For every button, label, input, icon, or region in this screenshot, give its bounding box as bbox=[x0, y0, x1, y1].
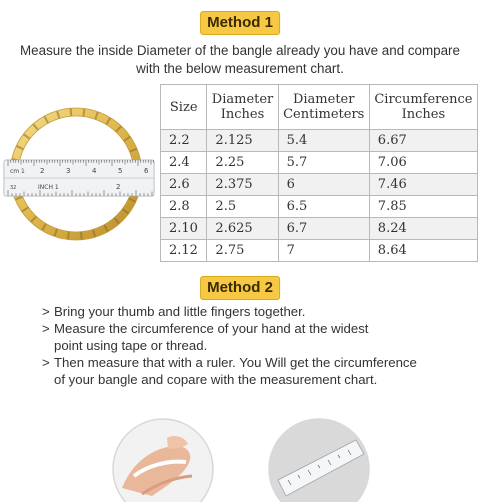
ruler-cm-3: 3 bbox=[66, 167, 71, 175]
cell-circumference: 8.64 bbox=[369, 240, 477, 262]
ruler-icon bbox=[4, 160, 154, 196]
cell-circumference: 8.24 bbox=[369, 218, 477, 240]
cell-diameter-inches: 2.25 bbox=[207, 152, 278, 174]
arrow-icon: > bbox=[42, 304, 50, 319]
step-2-text: Measure the circumference of your hand at the widest point using tape or thread. bbox=[54, 321, 369, 353]
ruler-inch-label: INCH 1 bbox=[38, 184, 59, 191]
method-1-badge: Method 1 bbox=[200, 11, 280, 35]
ruler-cm-6: 6 bbox=[144, 167, 149, 175]
ruler-cm-label: cm 1 bbox=[10, 168, 25, 175]
header-diameter-centimeters: Diameter Centimeters bbox=[278, 85, 369, 130]
table-row bbox=[161, 240, 478, 262]
list-item bbox=[42, 303, 474, 320]
header-size: Size bbox=[161, 85, 207, 130]
ruler-small-mark: 32 bbox=[10, 185, 17, 191]
table-row bbox=[161, 196, 478, 218]
cell-size: 2.8 bbox=[161, 196, 207, 218]
ruler-cm-2: 2 bbox=[40, 167, 45, 175]
cell-diameter-inches: 2.5 bbox=[207, 196, 278, 218]
table-row bbox=[161, 130, 478, 152]
cell-circumference: 7.06 bbox=[369, 152, 477, 174]
list-item bbox=[42, 354, 474, 388]
measurement-chart bbox=[160, 84, 478, 262]
cell-diameter-cm: 6 bbox=[278, 174, 369, 196]
table-row bbox=[161, 174, 478, 196]
cell-circumference: 6.67 bbox=[369, 130, 477, 152]
cell-diameter-inches: 2.375 bbox=[207, 174, 278, 196]
arrow-icon: > bbox=[42, 321, 50, 336]
list-item bbox=[42, 320, 474, 354]
cell-diameter-cm: 7 bbox=[278, 240, 369, 262]
method-2-badge: Method 2 bbox=[200, 276, 280, 300]
step-1-text: Bring your thumb and little fingers together. bbox=[54, 304, 306, 319]
chart-header-row bbox=[161, 85, 478, 130]
method-2-steps bbox=[42, 303, 474, 388]
arrow-icon: > bbox=[42, 355, 50, 370]
ruler-cm-5: 5 bbox=[118, 167, 123, 175]
header-circumference-inches: Circumference Inches bbox=[369, 85, 477, 130]
intro-line-1: Measure the inside Diameter of the bangle already you have and compare bbox=[20, 43, 460, 58]
ruler-inch-2: 2 bbox=[116, 183, 121, 191]
cell-diameter-inches: 2.75 bbox=[207, 240, 278, 262]
hand-measuring-photo bbox=[112, 418, 214, 502]
cell-size: 2.6 bbox=[161, 174, 207, 196]
cell-circumference: 7.85 bbox=[369, 196, 477, 218]
cell-circumference: 7.46 bbox=[369, 174, 477, 196]
cell-diameter-cm: 5.4 bbox=[278, 130, 369, 152]
ruler-cm-4: 4 bbox=[92, 167, 97, 175]
cell-size: 2.10 bbox=[161, 218, 207, 240]
step-3-text: Then measure that with a ruler. You Will get the circumference of your bangle and copare with the measurement chart. bbox=[54, 355, 417, 387]
method-1-instructions bbox=[0, 42, 480, 78]
table-row bbox=[161, 152, 478, 174]
cell-diameter-cm: 6.7 bbox=[278, 218, 369, 240]
intro-line-2: with the below measurement chart. bbox=[136, 61, 344, 76]
cell-size: 2.2 bbox=[161, 130, 207, 152]
table-row bbox=[161, 218, 478, 240]
header-diameter-inches: Diameter Inches bbox=[207, 85, 278, 130]
cell-diameter-cm: 5.7 bbox=[278, 152, 369, 174]
cell-diameter-inches: 2.125 bbox=[207, 130, 278, 152]
cell-diameter-cm: 6.5 bbox=[278, 196, 369, 218]
cell-diameter-inches: 2.625 bbox=[207, 218, 278, 240]
cell-size: 2.12 bbox=[161, 240, 207, 262]
bangle-ruler-illustration bbox=[0, 100, 158, 252]
cell-size: 2.4 bbox=[161, 152, 207, 174]
ruler-measuring-photo bbox=[268, 418, 370, 502]
